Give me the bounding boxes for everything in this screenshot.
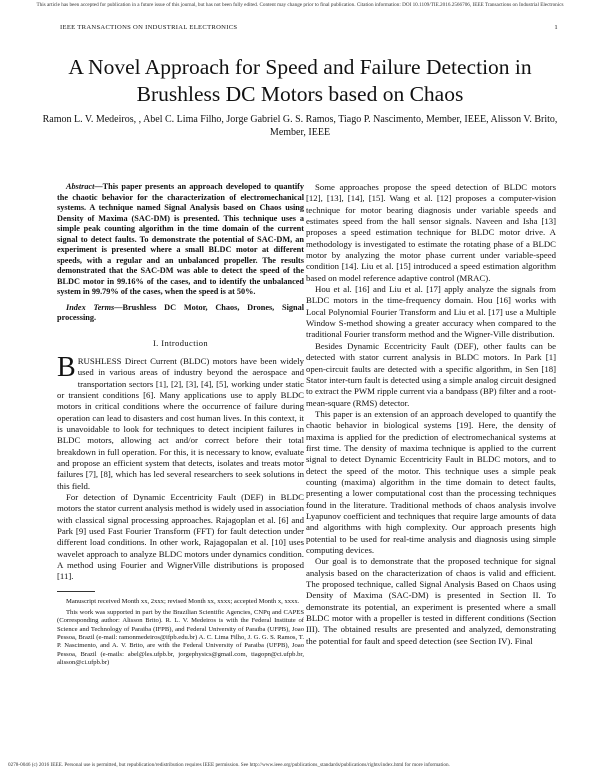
left-column xyxy=(57,182,304,670)
intro-paragraph-2: For detection of Dynamic Eccentricity Fault (DEF) in BLDC motors the stator current analysis method is widely used in association with classical signal processing approaches. Rajagoplan et al. [6] and Park [9] used Fast Fourier Transform (FFT) for fault detection under different load conditions. In other work, Rajagopalan et al. [10] uses wavelet approach to analyze BLDC motors under dynamics condition. A method using Fourier and WignerVille distributions is proposed [11]. xyxy=(57,491,304,582)
intro-paragraph-1 xyxy=(57,351,304,492)
footnote-received: Manuscript received Month xx, 2xxx; revised Month xx, xxxx; accepted Month x, xxxx. xyxy=(66,597,300,605)
abstract-text: —This paper presents an approach developed to quantify the chaotic behavior for the characterization of electromechanical systems. A technique named Signal Analysis based on Chaos using Density of Maxima (SAC-DM) is presented. This technique uses a simple peak counting algorithm in the time domain of the current signal to detect faults. To demonstrate the potential of SAC-DM, an experiment is presented where a small BLDC motor at different speeds, with a regular and an unbalanced propeller. The results demonstrated that the SAC-DM was able to detect the speed of the BLDC motor in 99.16% of the cases, and to identify the unbalanced system in 99.79% of the cases, when the speed is at 50%. xyxy=(57,182,304,296)
index-terms xyxy=(57,303,304,324)
index-terms-text: —Brushless DC Motor, Chaos, Drones, Signal processing. xyxy=(57,302,305,322)
journal-name: IEEE TRANSACTIONS ON INDUSTRIAL ELECTRONICS xyxy=(60,24,238,31)
right-paragraph-3: Besides Dynamic Eccentricity Fault (DEF), other faults can be detected with stator current analysis in BLDC motors. In Park [1] open-circuit faults are detected with a specific algorithm, in Sen [18] Stator inter-turn fault is detected using a simple analog circuit designed to extract the PWM ripple current via a bandpass (BP) filter and a root-mean-square (RMS) detector. xyxy=(306,340,556,408)
paper-title: A Novel Approach for Speed and Failure Detection in Brushless DC Motors based on Chaos xyxy=(68,55,532,106)
abstract-label: Abstract xyxy=(66,182,95,191)
abstract xyxy=(57,182,304,298)
page-number: 1 xyxy=(554,24,558,31)
copyright-footer: 0278-0046 (c) 2016 IEEE. Personal use is permitted, but republication/redistribution requires IEEE permission. See http://www.ieee.org/publications_standards/publications/rights/index.html for more information. xyxy=(8,762,450,768)
right-paragraph-4: This paper is an extension of an approach developed to quantify the chaotic behavior in biological systems [19]. Here, the density of maxima is applied for the prediction of electromechanical systems at first time. The density of maxima technique is applied to the current signal to detect Dynamic Eccentricity Fault in BLDC motors, and to detect the speed of the motor. This technique uses a simple peak counting (maxima) algorithm in the time domain to detect faults, presenting a lower computational cost than the processing techniques found in the literature. Traditional methods of chaos analysis involve Lyapunov coefficient and techniques that require large amounts of data and algorithms with high complexity. Our approach presents high potential to be used for real-time analysis and diagnosis using simple computing devices. xyxy=(306,408,556,555)
section-heading-introduction: I. Introduction xyxy=(152,337,209,348)
intro-paragraph-1-text: RUSHLESS Direct Current (BLDC) motors have been widely used in various areas of industry beyond the aerospace and transportation sectors [1], [2], [3], [4], [5], working under static or transient conditions [6]. Many applications use to apply BLDC motors in critical conditions where the occurrence of failure during operation can lead to disasters and cost human lives. In this context, it is unavoidable to look for techniques to detect incipient failures in BLDC motors, allowing act and/or correct before their total breakdown in full operation. For this, it is necessary to know, evaluate and propose an efficient system that detects, isolates and treats motor failures [7], [8], which has led several researchers to seek solutions in this field. xyxy=(57,355,304,491)
index-terms-label: Index Terms xyxy=(66,302,115,312)
footnote-affiliations: This work was supported in part by the Brazilian Scientific Agencies, CNPq and CAPES (Corresponding author: Alisson Brito). R. L. V. Medeiros is with the Federal Institute of Science and Technology of Paraiba (IFPB), and Federal University of Paraiba (UFPB), Joao Pessoa, Brazil (e-mail: ramonmedeiros@ifpb.edu.br) A. C. Lima Filho, J. G. G. S. Ramos, T. P. Nascimento, and A. V. Brito, are with the Federal University of Paraiba (UFPB), Joao Pessoa, Brazil (e-mails: abel@les.ufpb.br, jorgephysics@gmail.com, tiagopn@ci.ufpb.br, alisson@ci.ufpb.br) xyxy=(57,609,304,666)
right-paragraph-2: Hou et al. [16] and Liu et al. [17] apply analyze the signals from BLDC motors in the time-frequency domain. Hou [16] works with Local Polynomial Fourier Transform and Liu et al. [17] use a Multiple Window S-method showing a greater accuracy when compared to the traditional Fourier transform method and the Wigner-Ville distribution. xyxy=(306,284,556,340)
footnote-rule xyxy=(57,591,95,592)
running-header xyxy=(60,24,558,33)
prepublication-notice: This article has been accepted for publication in a future issue of this journal, but has not been fully edited. Content may change prior to final publication. Citation information: DOI 10.1109/TIE.2016.2566706, IEEE Transactions on Industrial Electronics xyxy=(36,2,564,8)
author-list: Ramon L. V. Medeiros, , Abel C. Lima Filho, Jorge Gabriel G. S. Ramos, Tiago P. Nascimento, Member, IEEE, Alisson V. Brito, Member, IEEE xyxy=(42,114,558,138)
right-paragraph-1: Some approaches propose the speed detection of BLDC motors [12], [13], [14], [15]. Wang et al. [12] proposes a computer-vision technique for motor bearing diagnosis under variable speeds and estimates speed from the hall sensor signals. Naveen and Isha [13] proposes a speed estimation technique for BLDC motor drive. A methodology is investigated to estimate the rotating phase of a BLDC motor by analyzing the motor phase current under variable-speed condition [14]. Liu et al. [15] introduced a speed estimation algorithm based on model reference adaptive control (MRAC). xyxy=(306,182,556,283)
right-column xyxy=(306,182,556,647)
right-paragraph-5: Our goal is to demonstrate that the proposed technique for signal analysis based on the characterization of chaos is valid and efficient. The proposed technique, called Signal Analysis Based on Chaos using Density of Maxima (SAC-DM) is presented in Section II. To demonstrate its potential, an experiment is presented where a small BLDC motor with a propeller is tested in different conditions (Section III). The obtained results are presented and analyzed, demonstrating the potential for fault and speed detection (see Section IV). Final xyxy=(306,556,556,646)
drop-cap: B xyxy=(57,351,76,383)
